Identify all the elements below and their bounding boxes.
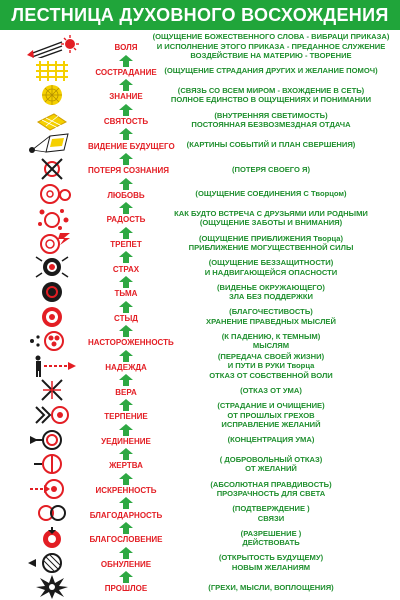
step-label: ТРЕПЕТ [110, 240, 142, 250]
up-arrow-icon [118, 350, 134, 362]
description-line: (ОЩУЩЕНИЕ СТРАДАНИЯ ДРУГИХ И ЖЕЛАНИЕ ПОМОЧ) [164, 66, 378, 76]
up-arrow-icon [118, 178, 134, 190]
up-arrow-icon [118, 448, 134, 460]
up-arrow-icon [118, 547, 134, 559]
step-label: ПРОШЛОЕ [104, 584, 148, 594]
step-description [148, 504, 394, 523]
up-arrow-icon [118, 276, 134, 288]
step-row [0, 329, 400, 354]
description-line: (СВЯЗЬ СО ВСЕМ МИРОМ - ВХОЖДЕНИЕ В СЕТЬ) [177, 85, 365, 95]
step-row [0, 501, 400, 526]
step-description [148, 553, 394, 572]
description-line: (ВИДЕНЬЕ ОКРУЖАЮЩЕГО) [217, 282, 325, 292]
step-label: НАСТОРОЖЕННОСТЬ [88, 338, 174, 348]
step-row [0, 526, 400, 551]
step-label: ВОЛЯ [114, 43, 138, 53]
description-line: И НАДВИГАЮЩЕЙСЯ ОПАСНОСТИ [204, 267, 338, 277]
description-line: (ПЕРЕДАЧА СВОЕЙ ЖИЗНИ) [217, 351, 325, 361]
step-row [0, 551, 400, 576]
net-icon [22, 59, 82, 83]
description-line: ИСПРАВЛЕНИЕ ЖЕЛАНИЙ [221, 420, 321, 430]
description-line: (ВНУТРЕННЯЯ СВЕТИМОСТЬ) [214, 110, 328, 120]
up-arrow-icon [118, 202, 134, 214]
step-description [148, 455, 394, 474]
description-line: (ГРЕХИ, МЫСЛИ, ВОПЛОЩЕНИЯ) [208, 582, 334, 592]
step-row [0, 280, 400, 305]
description-line: (ОЩУЩЕНИЕ БЕЗЗАЩИТНОСТИ) [208, 258, 334, 268]
step-label: ВИДЕНИЕ БУДУЩЕГО [88, 141, 175, 151]
target-arrow-icon [22, 477, 82, 501]
up-arrow-icon [118, 128, 134, 140]
up-arrow-icon [118, 104, 134, 116]
up-arrow-icon [118, 374, 134, 386]
up-arrow-icon [118, 571, 134, 583]
crossed-star-icon [22, 378, 82, 402]
explosion-icon [22, 575, 82, 599]
step-row [0, 575, 400, 600]
projection-icon [22, 132, 82, 156]
step-description [148, 435, 394, 445]
step-description [148, 234, 394, 253]
step-label: ТЬМА [114, 289, 138, 299]
up-arrow-icon [118, 251, 134, 263]
up-arrow-icon [118, 153, 134, 165]
step-row [0, 231, 400, 256]
step-description [148, 401, 394, 430]
description-line: И ИСПОЛНЕНИЕ ЭТОГО ПРИКАЗА - ПРЕДАННОЕ СЛУЖЕНИЕ [156, 41, 386, 51]
step-row [0, 305, 400, 330]
shame-circle-icon [22, 305, 82, 329]
hatched-circle-icon [22, 551, 82, 575]
step-row [0, 452, 400, 477]
step-label: ПОТЕРЯ СОЗНАНИЯ [88, 166, 169, 176]
crossed-circle-icon [22, 157, 82, 181]
step-label: ЛЮБОВЬ [107, 190, 145, 200]
lightning-circle-icon [22, 231, 82, 255]
description-line: (ОТКАЗ ОТ УМА) [240, 385, 302, 395]
step-label: БЛАГОДАРНОСТЬ [89, 510, 163, 520]
description-line: (БЛАГОЧЕСТИВОСТЬ) [229, 307, 313, 317]
step-row [0, 351, 400, 380]
description-line: ХРАНЕНИЕ ПРАВЕДНЫХ МЫСЛЕЙ [206, 316, 336, 326]
step-label: ИСКРЕННОСТЬ [95, 486, 157, 496]
offering-circle-icon [22, 452, 82, 476]
title-bar [0, 0, 400, 30]
knot-icon [22, 501, 82, 525]
up-arrow-icon [118, 79, 134, 91]
step-row [0, 428, 400, 453]
description-line: (ОТКРЫТОСТЬ БУДУЩЕМУ) [218, 553, 324, 563]
step-description [148, 209, 394, 228]
description-line: НОВЫМ ЖЕЛАНИЯМ [231, 562, 311, 572]
up-arrow-icon [118, 55, 134, 67]
description-line: ВОЗДЕЙСТВИЕ НА МАТЕРИЮ - ТВОРЕНИЕ [190, 51, 352, 61]
description-line: (ОЩУЩЕНИЕ ПРИБЛИЖЕНИЯ Творца) [199, 233, 343, 243]
description-line: (ОЩУЩЕНИЕ БОЖЕСТВЕННОГО СЛОВА - ВИБРАЦИ ПРИКАЗА) [152, 32, 390, 42]
ladder [0, 30, 400, 600]
step-row [0, 108, 400, 133]
step-description [148, 165, 394, 175]
step-description [148, 529, 394, 548]
up-arrow-icon [118, 325, 134, 337]
description-line: ОТ ЖЕЛАНИЙ [245, 464, 297, 474]
step-description [148, 140, 394, 150]
step-row [0, 157, 400, 182]
figure-arrow-icon [22, 354, 82, 378]
step-label: СТРАХ [112, 264, 140, 274]
step-label: УЕДИНЕНИЕ [101, 436, 151, 446]
step-row [0, 477, 400, 502]
description-line: (ОЩУЩЕНИЕ СОЕДИНЕНИЯ С Творцом) [195, 189, 347, 199]
step-row [0, 206, 400, 231]
description-line: ОТКАЗ ОТ СОБСТВЕННОЙ ВОЛИ [209, 370, 333, 380]
description-line: ПОЛНОЕ ЕДИНСТВО В ОЩУЩЕНИЯХ И ПОНИМАНИИ [170, 95, 372, 105]
pressure-circle-icon [22, 255, 82, 279]
description-line: ДЕЙСТВОВАТЬ [242, 538, 300, 548]
description-line: (КАРТИНЫ СОБЫТИЙ И ПЛАН СВЕРШЕНИЯ) [186, 139, 356, 149]
step-label: ТЕРПЕНИЕ [104, 412, 148, 422]
description-line: (АБСОЛЮТНАЯ ПРАВДИВОСТЬ) [210, 479, 332, 489]
description-line: ПОСТОЯННАЯ БЕЗВОЗМЕЗДНАЯ ОТДАЧА [191, 120, 351, 130]
step-description [148, 189, 394, 199]
step-row [0, 182, 400, 207]
two-circles-icon [22, 182, 82, 206]
description-line: ЗЛА БЕЗ ПОДДЕРЖКИ [229, 292, 313, 302]
step-description [148, 307, 394, 326]
description-line: КАК БУДТО ВСТРЕЧА С ДРУЗЬЯМИ ИЛИ РОДНЫМИ [174, 208, 368, 218]
step-row [0, 132, 400, 157]
bubbles-icon [22, 206, 82, 230]
step-label: ОБНУЛЕНИЕ [100, 559, 152, 569]
step-description [148, 258, 394, 277]
step-description [148, 111, 394, 130]
step-description [148, 332, 394, 351]
step-label: БЛАГОСЛОВЕНИЕ [89, 535, 163, 545]
description-line: ПРИБЛИЖЕНИЕ МОГУЩЕСТВЕННОЙ СИЛЫ [188, 243, 354, 253]
step-row [0, 403, 400, 428]
description-line: (ОЩУЩЕНИЕ ЗАБОТЫ И ВНИМАНИЯ) [199, 218, 343, 228]
step-row [0, 83, 400, 108]
description-line: (СТРАДАНИЕ И ОЧИЩЕНИЕ) [217, 401, 325, 411]
description-line: ( ДОБРОВОЛЬНЫЙ ОТКАЗ) [219, 454, 323, 464]
description-line: ОТ ПРОШЛЫХ ГРЕХОВ [227, 410, 315, 420]
step-label: ЗНАНИЕ [109, 92, 143, 102]
up-arrow-icon [118, 497, 134, 509]
step-description [148, 283, 394, 302]
step-row [0, 255, 400, 280]
step-label: РАДОСТЬ [106, 215, 146, 225]
step-description [148, 32, 394, 61]
step-row [0, 378, 400, 403]
description-line: (РАЗРЕШЕНИЕ ) [240, 528, 302, 538]
description-line: МЫСЛЯМ [252, 341, 290, 351]
up-arrow-icon [118, 399, 134, 411]
light-rays-icon [22, 34, 82, 58]
up-arrow-icon [118, 473, 134, 485]
step-description [148, 583, 394, 593]
description-line: (КОНЦЕНТРАЦИЯ УМА) [227, 435, 315, 445]
blessing-circle-icon [22, 526, 82, 550]
step-description [148, 386, 394, 396]
up-arrow-icon [118, 522, 134, 534]
step-description [148, 352, 394, 381]
contained-circle-icon [22, 428, 82, 452]
step-label: СТЫД [114, 313, 138, 323]
web-sphere-icon [22, 83, 82, 107]
glowing-grid-icon [22, 108, 82, 132]
step-description [148, 480, 394, 499]
description-line: (ПОДТВЕРЖДЕНИЕ ) [232, 504, 310, 514]
description-line: (ПОТЕРЯ СВОЕГО Я) [232, 164, 310, 174]
up-arrow-icon [118, 227, 134, 239]
chevrons-circle-icon [22, 403, 82, 427]
step-row [0, 34, 400, 59]
step-row [0, 59, 400, 84]
up-arrow-icon [118, 301, 134, 313]
alert-circle-icon [22, 329, 82, 353]
step-label: СОСТРАДАНИЕ [95, 67, 157, 77]
step-label: ВЕРА [115, 387, 137, 397]
step-label: СВЯТОСТЬ [103, 117, 149, 127]
step-description [148, 66, 394, 76]
description-line: (К ПАДЕНИЮ, К ТЕМНЫМ) [221, 331, 321, 341]
description-line: СВЯЗИ [257, 513, 285, 523]
dark-circle-icon [22, 280, 82, 304]
description-line: ПРОЗРАЧНОСТЬ ДЛЯ СВЕТА [216, 489, 326, 499]
step-label: НАДЕЖДА [105, 363, 147, 373]
up-arrow-icon [118, 424, 134, 436]
page-title: ЛЕСТНИЦА ДУХОВНОГО ВОСХОЖДЕНИЯ [11, 4, 389, 25]
step-description [148, 86, 394, 105]
step-label: ЖЕРТВА [109, 461, 143, 471]
description-line: И ПУТИ В РУКИ Творца [227, 361, 315, 371]
